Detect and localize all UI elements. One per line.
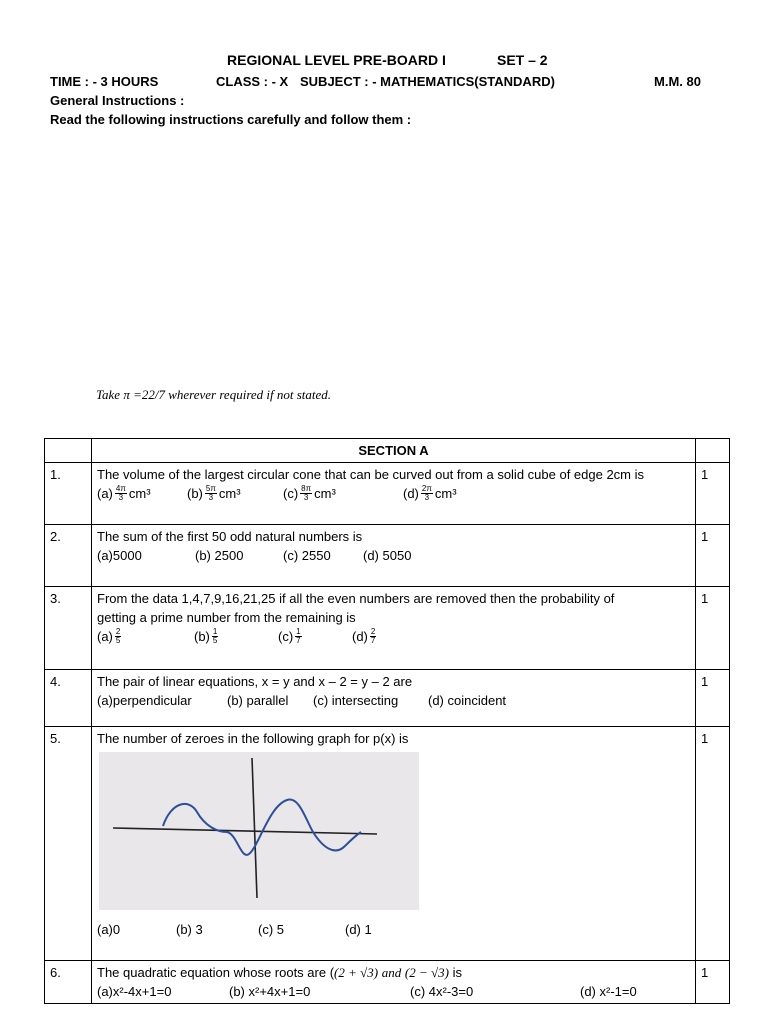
question-row [45, 727, 730, 961]
option-c: (c) 5 [258, 922, 284, 937]
option-b: (b) x²+4x+1=0 [229, 984, 311, 999]
fraction [421, 485, 433, 502]
exam-title: REGIONAL LEVEL PRE-BOARD I [227, 52, 446, 68]
question-row [45, 670, 730, 727]
option-d: (d) 1 [345, 922, 372, 937]
option-a [97, 627, 194, 646]
question-number: 4. [45, 670, 92, 727]
set-label: SET – 2 [497, 52, 548, 68]
question-text [97, 963, 690, 982]
option-c [283, 484, 403, 503]
fraction-numerator: 5π [205, 484, 216, 493]
question-text: The pair of linear equations, x = y and x – 2 = y – 2 are [97, 674, 413, 689]
marks-cell: 1 [696, 525, 730, 587]
options-row [97, 627, 690, 646]
fraction-numerator: 1 [212, 627, 218, 636]
fraction-denominator: 3 [208, 493, 214, 502]
question-number: 3. [45, 587, 92, 670]
option-a: (a)perpendicular [97, 693, 192, 708]
option-prefix: (c) [283, 486, 299, 501]
question-number: 5. [45, 727, 92, 961]
options-row [97, 484, 690, 503]
question-cell [92, 961, 696, 1004]
section-title: SECTION A [92, 439, 696, 463]
polynomial-graph [99, 752, 419, 910]
marks-cell: 1 [696, 961, 730, 1004]
fraction [370, 628, 376, 645]
question-text-end: is [452, 965, 462, 980]
question-cell [92, 525, 696, 587]
option-a: (a)5000 [97, 548, 142, 563]
option-prefix: (b) [187, 486, 203, 501]
option-unit: cm³ [434, 486, 457, 501]
option-d [352, 627, 378, 646]
question-number: 6. [45, 961, 92, 1004]
section-row [45, 439, 730, 463]
option-d: (d) x²-1=0 [580, 984, 637, 999]
root-one: (2 + √3) [334, 965, 379, 980]
option-c: (c) intersecting [313, 693, 399, 708]
fraction-numerator: 2 [115, 627, 121, 636]
question-number: 2. [45, 525, 92, 587]
marks-cell: 1 [696, 463, 730, 525]
fraction-denominator: 3 [118, 493, 124, 502]
question-row [45, 463, 730, 525]
fraction-numerator: 2π [421, 484, 432, 493]
fraction-denominator: 7 [370, 636, 376, 645]
option-d [403, 484, 457, 503]
question-text-start: The quadratic equation whose roots are ( [97, 965, 335, 980]
option-a: (a)0 [97, 922, 121, 937]
option-a [97, 484, 187, 503]
fraction [212, 628, 218, 645]
fraction-numerator: 2 [370, 627, 376, 636]
option-unit: cm³ [314, 486, 336, 501]
fraction-denominator: 3 [424, 493, 430, 502]
question-text-continued: getting a prime number from the remaining is [97, 610, 356, 625]
option-b: (b) parallel [227, 693, 289, 708]
question-row [45, 587, 730, 670]
question-row [45, 961, 730, 1004]
option-b [187, 484, 283, 503]
options-row [97, 546, 690, 565]
option-d: (d) coincident [428, 693, 507, 708]
question-cell [92, 587, 696, 670]
question-text: From the data 1,4,7,9,16,21,25 if all the even numbers are removed then the probability of [97, 591, 615, 606]
option-prefix: (a) [97, 486, 113, 501]
option-b [194, 627, 278, 646]
polynomial-graph-image [99, 752, 419, 910]
marks-cell: 1 [696, 727, 730, 961]
options-row [97, 920, 690, 939]
fraction [295, 628, 301, 645]
fraction-denominator: 3 [303, 493, 309, 502]
option-d: (d) 5050 [363, 548, 412, 563]
pi-note: Take π =22/7 wherever required if not stated. [96, 387, 332, 402]
and-word: and [381, 965, 402, 980]
fraction [115, 485, 127, 502]
fraction [300, 485, 312, 502]
question-table [44, 438, 730, 1004]
question-cell [92, 670, 696, 727]
question-cell [92, 727, 696, 961]
question-cell [92, 463, 696, 525]
question-row [45, 525, 730, 587]
option-c: (c) 2550 [283, 548, 331, 563]
instructions-heading: General Instructions : [50, 93, 185, 108]
option-prefix: (d) [403, 486, 419, 501]
question-number: 1. [45, 463, 92, 525]
option-b: (b) 2500 [195, 548, 244, 563]
fraction-denominator: 7 [296, 636, 301, 645]
root-two: (2 − √3) [404, 965, 449, 980]
marks-cell: 1 [696, 670, 730, 727]
option-prefix: (c) [278, 629, 294, 644]
option-c: (c) 4x²-3=0 [410, 984, 474, 999]
fraction-denominator: 5 [212, 636, 218, 645]
option-c [278, 627, 352, 646]
option-unit: cm³ [218, 486, 241, 501]
fraction-numerator: 1 [296, 627, 301, 636]
fraction-denominator: 5 [115, 636, 121, 645]
option-a: (a)x²-4x+1=0 [97, 984, 172, 999]
option-prefix: (d) [352, 629, 368, 644]
question-text: The volume of the largest circular cone that can be curved out from a solid cube of edge 2cm is [97, 467, 645, 482]
option-b: (b) 3 [176, 922, 203, 937]
fraction-numerator: 8π [301, 484, 312, 493]
fraction [115, 628, 121, 645]
option-prefix: (b) [194, 629, 210, 644]
options-row [97, 982, 690, 1001]
option-unit: cm³ [128, 486, 151, 501]
class-label: CLASS : - X [216, 74, 289, 89]
marks-cell: 1 [696, 587, 730, 670]
fraction [205, 485, 217, 502]
options-row [97, 691, 690, 710]
max-marks-label: M.M. 80 [654, 74, 701, 89]
question-text: The sum of the first 50 odd natural numbers is [97, 529, 363, 544]
subject-label: SUBJECT : - MATHEMATICS(STANDARD) [300, 74, 555, 89]
question-text: The number of zeroes in the following graph for p(x) is [97, 731, 409, 746]
fraction-numerator: 4π [115, 484, 126, 493]
option-prefix: (a) [97, 629, 113, 644]
time-label: TIME : - 3 HOURS [50, 74, 159, 89]
instructions-line: Read the following instructions carefully and follow them : [50, 112, 412, 127]
